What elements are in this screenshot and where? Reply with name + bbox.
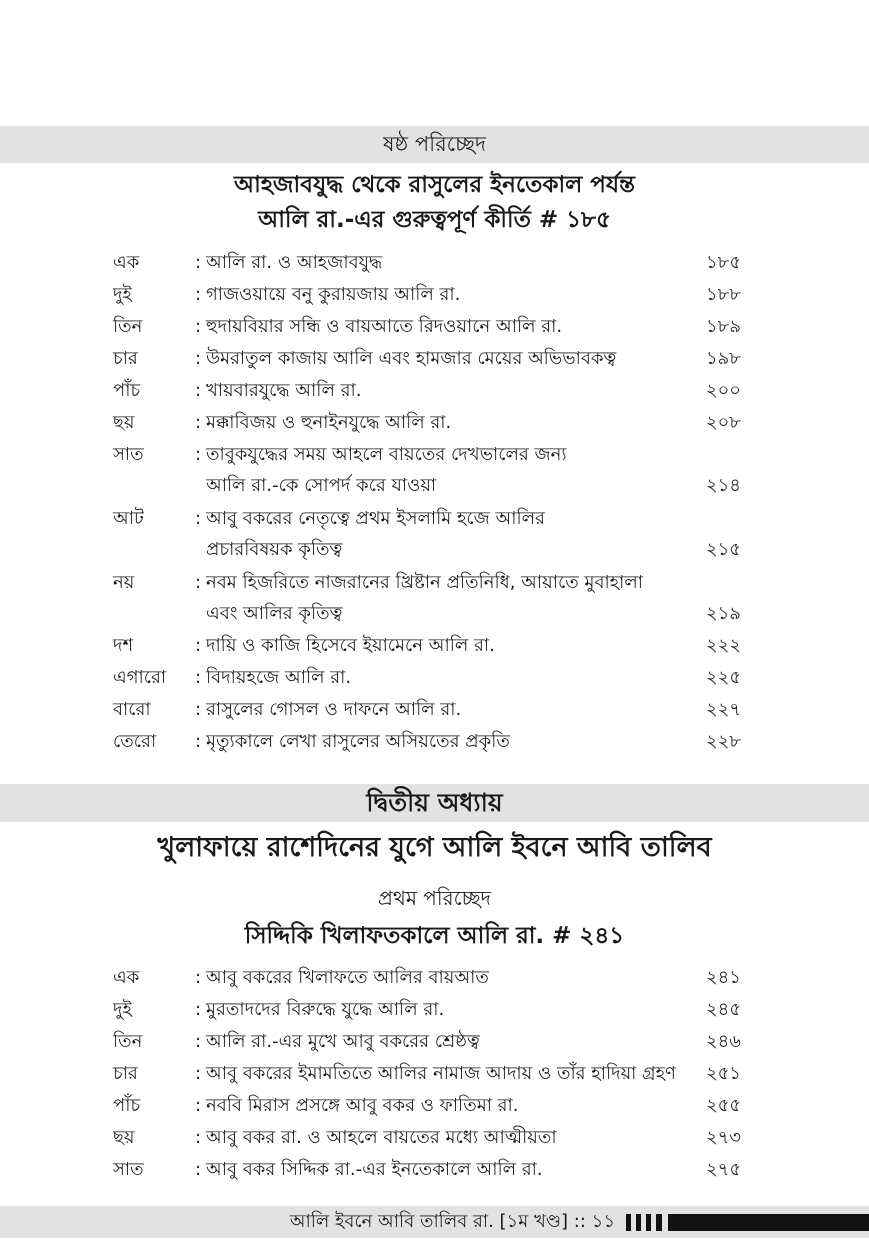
entry-page: ২১৪ xyxy=(705,475,741,496)
entry-colon: : xyxy=(195,316,202,337)
entry-colon: : xyxy=(195,412,202,433)
entry-title: আবু বকরের নেতৃত্বে প্রথম ইসলামি হজে আলির xyxy=(206,508,545,529)
entry-number: নয় xyxy=(113,572,135,593)
entry-number: দশ xyxy=(113,635,134,656)
entry-number: সাত xyxy=(113,444,144,465)
entry-title: হুদায়বিয়ার সন্ধি ও বায়আতে রিদওয়ানে আলি রা. xyxy=(206,316,563,337)
running-footer-text: আলি ইবনে আবি তালিব রা. [১ম খণ্ড] :: ১১ xyxy=(289,1211,615,1232)
entry-colon: : xyxy=(195,444,202,465)
entry-title: রাসুলের গোসল ও দাফনে আলি রা. xyxy=(206,699,462,720)
entry-colon: : xyxy=(195,348,202,369)
entry-page: ২০৮ xyxy=(705,412,741,433)
entry-colon: : xyxy=(195,1031,202,1052)
entry-title: মৃত্যুকালে লেখা রাসুলের অসিয়তের প্রকৃতি xyxy=(206,731,510,752)
toc-entry[interactable] xyxy=(113,726,741,757)
section-label: ষষ্ঠ পরিচ্ছেদ xyxy=(382,132,487,156)
page-footer xyxy=(0,1206,869,1238)
entry-title: আবু বকর রা. ও আহলে বায়তের মধ্যে আত্মীয়তা xyxy=(206,1127,557,1148)
entry-page: ২৭৩ xyxy=(705,1127,741,1148)
entry-number: পাঁচ xyxy=(113,380,141,401)
entry-page: ২৪৬ xyxy=(705,1031,741,1052)
section-title-line2: আলি রা.-এর গুরুত্বপূর্ণ কীর্তি # ১৮৫ xyxy=(258,207,611,233)
toc-entry[interactable] xyxy=(113,630,741,661)
section-title-line1: আহজাবযুদ্ধ থেকে রাসুলের ইনতেকাল পর্যন্ত xyxy=(233,172,635,198)
footer-bar xyxy=(656,1214,662,1231)
chapter-band xyxy=(0,784,869,822)
entry-colon: : xyxy=(195,1063,202,1084)
footer-bar xyxy=(636,1214,641,1231)
entry-page: ১৯৮ xyxy=(705,348,741,369)
entry-page: ১৮৮ xyxy=(705,284,741,305)
section-band xyxy=(0,126,869,163)
entry-number: ছয় xyxy=(113,412,135,433)
toc-entry[interactable] xyxy=(113,567,741,629)
footer-bar-long xyxy=(668,1214,869,1231)
entry-title: দায়ি ও কাজি হিসেবে ইয়ামেনে আলি রা. xyxy=(206,635,495,656)
entry-number: দুই xyxy=(113,284,132,305)
entry-page: ২২৭ xyxy=(705,699,741,720)
toc-entry[interactable] xyxy=(113,375,741,406)
entry-number: এক xyxy=(113,252,140,273)
entry-title-continuation: প্রচারবিষয়ক কৃতিত্ব xyxy=(206,539,343,560)
toc-entry[interactable] xyxy=(113,1154,741,1185)
entry-colon: : xyxy=(195,508,202,529)
toc-entry[interactable] xyxy=(113,1090,741,1121)
entry-number: ছয় xyxy=(113,1127,135,1148)
entry-page: ২৪১ xyxy=(705,967,741,988)
toc-entry[interactable] xyxy=(113,694,741,725)
entry-page: ২০০ xyxy=(705,380,741,401)
entry-colon: : xyxy=(195,667,202,688)
entry-colon: : xyxy=(195,999,202,1020)
chapter-label: দ্বিতীয় অধ্যায় xyxy=(366,788,503,817)
entry-colon: : xyxy=(195,967,202,988)
entry-page: ২২৫ xyxy=(705,667,741,688)
entry-colon: : xyxy=(195,1127,202,1148)
entry-page: ২৪৫ xyxy=(705,999,741,1020)
entry-page: ২২২ xyxy=(705,635,741,656)
entry-number: তিন xyxy=(113,316,143,337)
entry-number: এক xyxy=(113,967,140,988)
toc-entry[interactable] xyxy=(113,1122,741,1153)
entry-number: এগারো xyxy=(113,667,167,688)
entry-colon: : xyxy=(195,1159,202,1180)
entry-colon: : xyxy=(195,1095,202,1116)
entry-colon: : xyxy=(195,284,202,305)
entry-colon: : xyxy=(195,380,202,401)
entry-title: উমরাতুল কাজায় আলি এবং হামজার মেয়ের অভিভাবকত্ব xyxy=(206,348,617,369)
entry-page: ২২৮ xyxy=(705,731,741,752)
entry-page: ২৫৫ xyxy=(705,1095,741,1116)
entry-colon: : xyxy=(195,252,202,273)
toc-entry[interactable] xyxy=(113,311,741,342)
entry-colon: : xyxy=(195,699,202,720)
entry-title: আবু বকর সিদ্দিক রা.-এর ইনতেকালে আলি রা. xyxy=(206,1159,543,1180)
entry-title: নবম হিজরিতে নাজরানের খ্রিষ্টান প্রতিনিধি, আয়াতে মুবাহালা xyxy=(206,572,643,593)
entry-colon: : xyxy=(195,731,202,752)
entry-title-continuation: এবং আলির কৃতিত্ব xyxy=(206,603,343,624)
toc-entry[interactable] xyxy=(113,962,741,993)
entry-title: মুরতাদদের বিরুদ্ধে যুদ্ধে আলি রা. xyxy=(206,999,445,1020)
toc-entry[interactable] xyxy=(113,1058,741,1089)
toc-entry[interactable] xyxy=(113,247,741,278)
footer-bar xyxy=(626,1214,631,1231)
entry-title: নববি মিরাস প্রসঙ্গে আবু বকর ও ফাতিমা রা. xyxy=(206,1095,519,1116)
entry-number: দুই xyxy=(113,999,132,1020)
toc-entry[interactable] xyxy=(113,279,741,310)
entry-number: সাত xyxy=(113,1159,144,1180)
entry-number: তিন xyxy=(113,1031,143,1052)
entry-title: বিদায়হজে আলি রা. xyxy=(206,667,352,688)
entry-number: চার xyxy=(113,348,138,369)
entry-page: ২১৫ xyxy=(705,539,741,560)
entry-page: ২৭৫ xyxy=(705,1159,741,1180)
toc-entry[interactable] xyxy=(113,407,741,438)
entry-number: তেরো xyxy=(113,731,157,752)
entry-page: ২১৯ xyxy=(705,603,741,624)
entry-page: ১৮৯ xyxy=(705,316,741,337)
entry-colon: : xyxy=(195,635,202,656)
entry-page: ১৮৫ xyxy=(705,252,741,273)
entry-title: খায়বারযুদ্ধে আলি রা. xyxy=(206,380,362,401)
toc-entry[interactable] xyxy=(113,1026,741,1057)
entry-title: মক্কাবিজয় ও হুনাইনযুদ্ধে আলি রা. xyxy=(206,412,452,433)
entry-number: বারো xyxy=(113,699,151,720)
section-title-2: সিদ্দিকি খিলাফতকালে আলি রা. # ২৪১ xyxy=(244,923,625,949)
entry-title: আবু বকরের খিলাফতে আলির বায়আত xyxy=(206,967,489,988)
entry-title: আলি রা. ও আহজাবযুদ্ধ xyxy=(206,252,383,273)
entry-title-continuation: আলি রা.-কে সোপর্দ করে যাওয়া xyxy=(206,475,437,496)
toc-entry[interactable] xyxy=(113,994,741,1025)
entry-page: ২৫১ xyxy=(705,1063,741,1084)
entry-title: আবু বকরের ইমামতিতে আলির নামাজ আদায় ও তাঁর হাদিয়া গ্রহণ xyxy=(206,1063,676,1084)
entry-number: চার xyxy=(113,1063,138,1084)
toc-entry[interactable] xyxy=(113,503,741,565)
entry-number: পাঁচ xyxy=(113,1095,141,1116)
entry-title: গাজওয়ায়ে বনু কুরায়জায় আলি রা. xyxy=(206,284,461,305)
entry-title: আলি রা.-এর মুখে আবু বকরের শ্রেষ্ঠত্ব xyxy=(206,1031,480,1052)
chapter-title: খুলাফায়ে রাশেদিনের যুগে আলি ইবনে আবি তালিব xyxy=(157,832,712,863)
toc-entry[interactable] xyxy=(113,439,741,501)
toc-entry[interactable] xyxy=(113,343,741,374)
toc-entry[interactable] xyxy=(113,662,741,693)
entry-colon: : xyxy=(195,572,202,593)
footer-bar xyxy=(646,1214,651,1231)
entry-number: আট xyxy=(113,508,144,529)
entry-title: তাবুকযুদ্ধের সময় আহলে বায়তের দেখভালের জন্য xyxy=(206,444,567,465)
section-label-2: প্রথম পরিচ্ছেদ xyxy=(377,886,492,910)
